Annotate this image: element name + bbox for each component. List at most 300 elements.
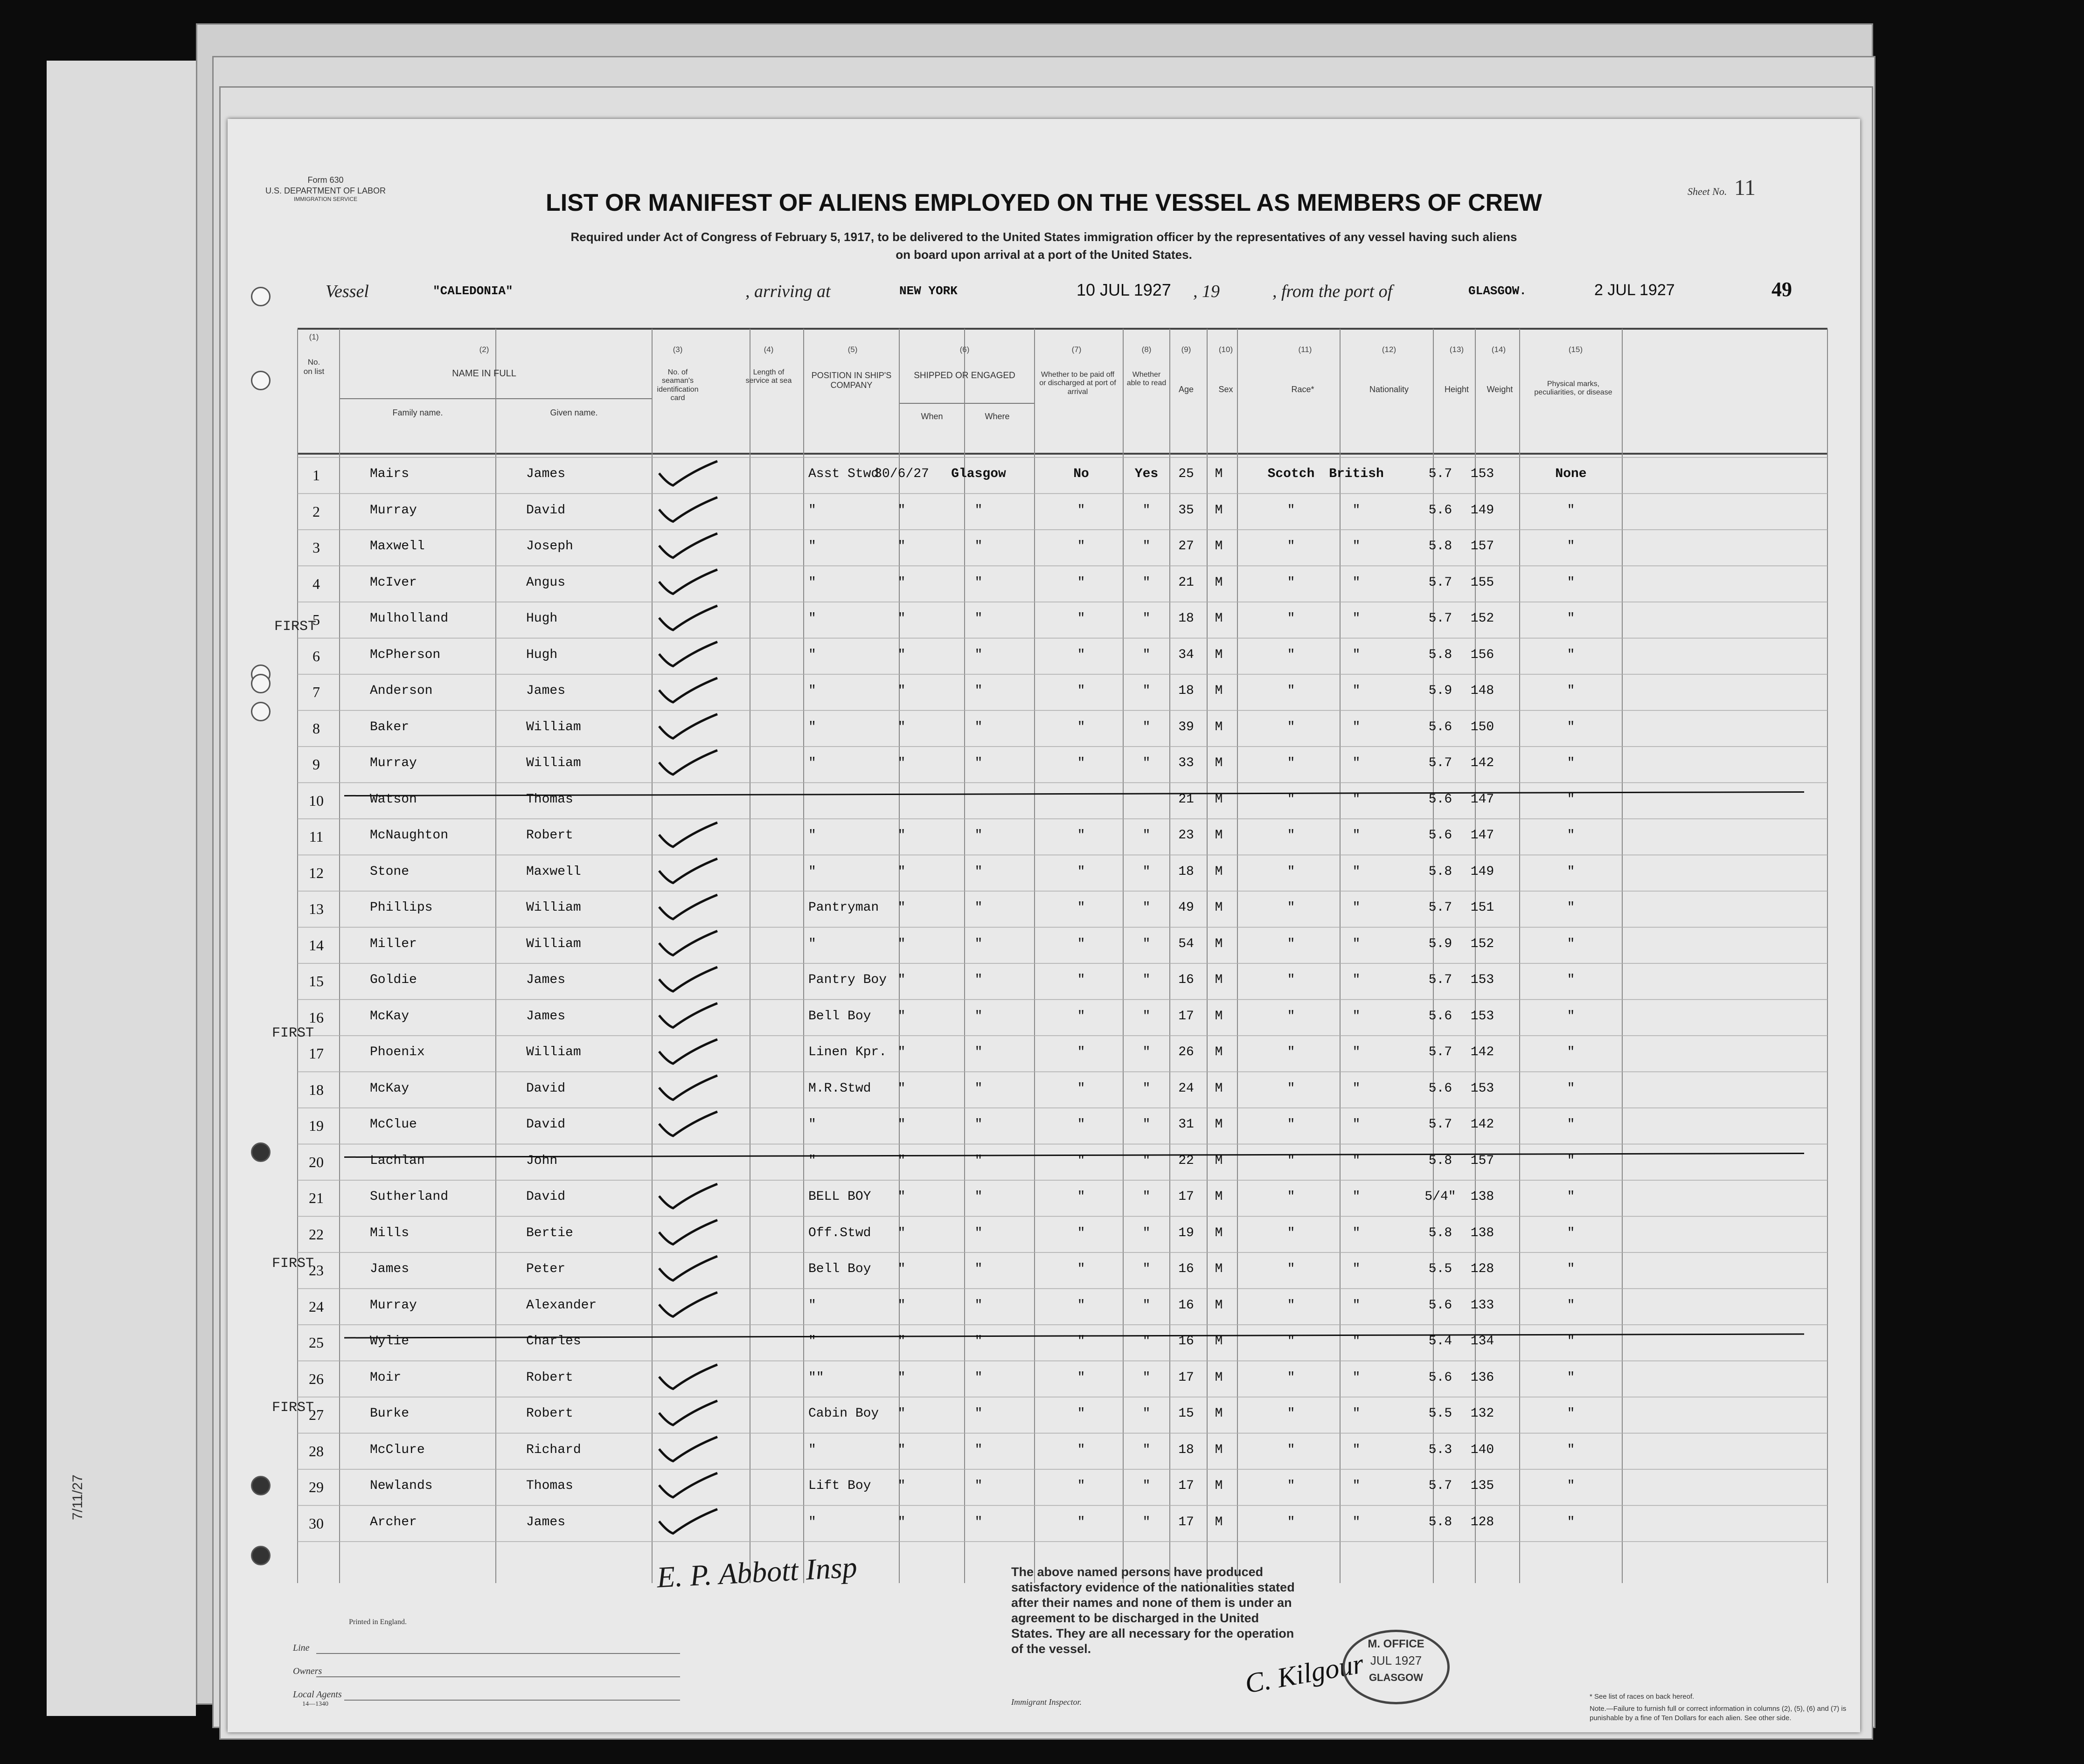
cell-family: Sutherland (370, 1190, 449, 1204)
cell-marks: None (1555, 467, 1587, 481)
cell-nationality: " (1352, 1370, 1361, 1385)
cell-weight: 128 (1470, 1515, 1494, 1529)
cell-height: 5.6 (1428, 792, 1452, 807)
cell-position: BELL BOY (808, 1190, 871, 1204)
cell-read: " (1142, 1406, 1151, 1421)
check-mark (659, 931, 717, 955)
cell-where: " (974, 973, 983, 987)
cell-where: " (974, 684, 983, 698)
cell-marks: " (1567, 973, 1575, 987)
cell-weight: 149 (1470, 864, 1494, 879)
cell-race: " (1287, 1117, 1295, 1132)
cell-nationality: " (1352, 684, 1361, 698)
check-mark (659, 1256, 717, 1280)
cell-given: Thomas (526, 792, 573, 807)
cell-height: 5.8 (1428, 647, 1452, 662)
cell-position: Bell Boy (808, 1009, 871, 1024)
cell-where: Glasgow (951, 467, 1006, 481)
cell-height: 5.7 (1428, 1479, 1452, 1493)
table-grid (228, 119, 1860, 1732)
cell-race: " (1287, 864, 1295, 879)
cell-height: 5.8 (1428, 539, 1452, 553)
check-mark (659, 714, 717, 739)
cell-read: " (1142, 1081, 1151, 1096)
cell-position: Pantry Boy (808, 973, 887, 987)
col-7-number: (7) (1071, 345, 1082, 354)
cell-given: William (526, 756, 581, 770)
cell-given: Thomas (526, 1479, 573, 1493)
cell-where: " (974, 503, 983, 518)
check-mark (659, 1437, 717, 1461)
cell-position: Pantryman (808, 900, 879, 915)
check-mark (659, 967, 717, 991)
cell-age: 27 (1178, 539, 1194, 553)
cell-weight: 138 (1470, 1225, 1494, 1240)
cell-position: " (808, 684, 816, 698)
cell-family: Burke (370, 1406, 410, 1421)
cell-marks: " (1567, 756, 1575, 770)
cell-nationality: " (1352, 1298, 1361, 1313)
page-title: LIST OR MANIFEST OF ALIENS EMPLOYED ON THE VESSEL AS MEMBERS OF CREW (546, 189, 1542, 216)
cell-family: Wylie (370, 1334, 410, 1349)
cell-race: " (1287, 1081, 1295, 1096)
col-5-header: POSITION IN SHIP'S COMPANY (811, 371, 892, 390)
cell-given: James (526, 1009, 566, 1024)
cell-age: 18 (1178, 1442, 1194, 1457)
cell-where: " (974, 1225, 983, 1240)
cell-race: " (1287, 1045, 1295, 1059)
cell-weight: 147 (1470, 828, 1494, 843)
cell-position: " (808, 936, 816, 951)
cell-sex: M (1215, 719, 1223, 734)
cell-sex: M (1215, 575, 1223, 590)
col-10-header: Sex (1218, 385, 1233, 394)
cell-sex: M (1215, 1442, 1223, 1457)
cell-weight: 142 (1470, 1117, 1494, 1132)
cell-given: Hugh (526, 647, 558, 662)
check-mark (659, 533, 717, 558)
cell-given: David (526, 1117, 566, 1132)
cell-marks: " (1567, 647, 1575, 662)
cell-paid: " (1077, 828, 1085, 843)
cell-height: 5.5 (1428, 1406, 1452, 1421)
check-mark (659, 642, 717, 666)
check-mark (659, 1112, 717, 1136)
cell-family: Stone (370, 864, 410, 879)
cell-age: 23 (1178, 828, 1194, 843)
cell-family: Murray (370, 503, 417, 518)
cell-race: " (1287, 1479, 1295, 1493)
cell-position: Lift Boy (808, 1479, 871, 1493)
check-mark (659, 461, 717, 485)
cell-height: 5.6 (1428, 1370, 1452, 1385)
cell-when: " (897, 1479, 906, 1493)
cell-paid: " (1077, 864, 1085, 879)
cell-height: 5/4" (1424, 1190, 1456, 1204)
cell-nationality: " (1352, 900, 1361, 915)
cell-paid: " (1077, 1515, 1085, 1529)
cell-when: " (897, 1117, 906, 1132)
agents-label: Local Agents (293, 1689, 342, 1700)
departure-date: 2 JUL 1927 (1594, 281, 1675, 299)
cell-when: " (897, 719, 906, 734)
cell-position: Linen Kpr. (808, 1045, 887, 1059)
cell-marks: " (1567, 684, 1575, 698)
cell-paid: " (1077, 1479, 1085, 1493)
cell-read: " (1142, 864, 1151, 879)
col-9-number: (9) (1181, 345, 1191, 354)
cell-marks: " (1567, 828, 1575, 843)
cell-paid: " (1077, 503, 1085, 518)
cell-read: " (1142, 1370, 1151, 1385)
cell-age: 18 (1178, 864, 1194, 879)
cell-weight: 138 (1470, 1190, 1494, 1204)
cell-where: " (974, 539, 983, 553)
cell-no: 3 (313, 539, 320, 556)
cell-height: 5.6 (1428, 719, 1452, 734)
cell-nationality: " (1352, 828, 1361, 843)
check-mark (659, 895, 717, 919)
cell-height: 5.7 (1428, 467, 1452, 481)
cell-sex: M (1215, 1298, 1223, 1313)
cell-height: 5.9 (1428, 684, 1452, 698)
cell-weight: 152 (1470, 936, 1494, 951)
footer-rule (316, 1653, 680, 1654)
cell-position: "" (808, 1370, 824, 1385)
cell-height: 5.8 (1428, 1225, 1452, 1240)
cell-where: " (974, 828, 983, 843)
cell-marks: " (1567, 1081, 1575, 1096)
from-label: , from the port of (1272, 282, 1393, 301)
cell-sex: M (1215, 1190, 1223, 1204)
col-4-header: Length of service at sea (745, 368, 792, 385)
cell-paid: No (1073, 467, 1089, 481)
cell-nationality: " (1352, 1081, 1361, 1096)
cell-weight: 153 (1470, 1081, 1494, 1096)
cell-sex: M (1215, 828, 1223, 843)
cell-no: 18 (309, 1081, 324, 1098)
cell-read: " (1142, 575, 1151, 590)
cell-race: " (1287, 539, 1295, 553)
cell-when: " (897, 1262, 906, 1276)
cell-age: 25 (1178, 467, 1194, 481)
cell-family: Murray (370, 1298, 417, 1313)
cell-when: " (897, 1153, 906, 1168)
col-11-header: Race* (1291, 385, 1314, 394)
cell-given: Robert (526, 1406, 573, 1421)
cell-paid: " (1077, 1406, 1085, 1421)
cell-family: Anderson (370, 684, 433, 698)
col-14-header: Weight (1487, 385, 1513, 394)
check-mark (659, 678, 717, 702)
cell-weight: 153 (1470, 467, 1494, 481)
check-mark (659, 498, 717, 522)
cell-given: David (526, 503, 566, 518)
subtitle-line-2: on board upon arrival at a port of the United States. (896, 247, 1192, 262)
cell-sex: M (1215, 900, 1223, 915)
cell-read: " (1142, 1190, 1151, 1204)
cell-given: Robert (526, 1370, 573, 1385)
cell-when: " (897, 900, 906, 915)
cell-no: 14 (309, 936, 324, 954)
col-5-number: (5) (847, 345, 858, 354)
check-mark (659, 1184, 717, 1208)
cell-nationality: " (1352, 575, 1361, 590)
cell-when: " (897, 936, 906, 951)
cell-no: 7 (313, 684, 320, 700)
cell-race: " (1287, 1442, 1295, 1457)
cell-read: " (1142, 719, 1151, 734)
cell-family: Mills (370, 1225, 410, 1240)
cell-given: James (526, 1515, 566, 1529)
cell-when: " (897, 1515, 906, 1529)
cell-age: 18 (1178, 611, 1194, 626)
cell-age: 16 (1178, 973, 1194, 987)
cell-no: 20 (309, 1153, 324, 1170)
cell-where: " (974, 936, 983, 951)
check-mark (659, 750, 717, 775)
cell-paid: " (1077, 1081, 1085, 1096)
cell-sex: M (1215, 684, 1223, 698)
cell-sex: M (1215, 1009, 1223, 1024)
cell-no: 8 (313, 719, 320, 737)
cell-given: James (526, 684, 566, 698)
cell-given: Charles (526, 1334, 581, 1349)
cell-given: Bertie (526, 1225, 573, 1240)
cell-sex: M (1215, 1153, 1223, 1168)
cell-family: Archer (370, 1515, 417, 1529)
cell-position: " (808, 1298, 816, 1313)
races-note: * See list of races on back hereof. (1590, 1693, 1695, 1701)
cell-family: McNaughton (370, 828, 449, 843)
cell-marks: " (1567, 1045, 1575, 1059)
cell-read: " (1142, 1298, 1151, 1313)
cell-where: " (974, 1262, 983, 1276)
cell-family: Phoenix (370, 1045, 425, 1059)
cell-position: Asst Stwd (808, 467, 879, 481)
cell-no: 30 (309, 1515, 324, 1532)
cell-no: 17 (309, 1045, 324, 1062)
cell-read: Yes (1134, 467, 1159, 481)
cell-when: " (897, 684, 906, 698)
cell-paid: " (1077, 1190, 1085, 1204)
cell-age: 16 (1178, 1262, 1194, 1276)
cell-height: 5.6 (1428, 1298, 1452, 1313)
cell-no: 2 (313, 503, 320, 520)
cell-paid: " (1077, 1009, 1085, 1024)
cell-paid: " (1077, 973, 1085, 987)
cell-sex: M (1215, 973, 1223, 987)
cell-race: " (1287, 503, 1295, 518)
printed-in: Printed in England. (349, 1618, 407, 1626)
master-certificate: The above named persons have produced satisfactory evidence of the nationalities stated after their names and none of them is under an agreement to be discharged in the United States. They are all necessary for the operation of the vessel. (1011, 1565, 1295, 1656)
col-6-where: Where (985, 412, 1010, 421)
cell-sex: M (1215, 756, 1223, 770)
cell-height: 5.6 (1428, 1081, 1452, 1096)
cell-age: 17 (1178, 1009, 1194, 1024)
cell-where: " (974, 647, 983, 662)
cell-read: " (1142, 1442, 1151, 1457)
cell-nationality: " (1352, 973, 1361, 987)
cell-family: McKay (370, 1009, 410, 1024)
cell-read: " (1142, 1479, 1151, 1493)
cell-race: " (1287, 1225, 1295, 1240)
cell-race: " (1287, 1370, 1295, 1385)
cell-when: " (897, 1406, 906, 1421)
cell-given: William (526, 719, 581, 734)
col-7-header: Whether to be paid off or discharged at port of arrival (1039, 371, 1116, 396)
cell-paid: " (1077, 1298, 1085, 1313)
cell-family: McClue (370, 1117, 417, 1132)
inspector-label: Immigrant Inspector. (1011, 1697, 1082, 1707)
cell-when: " (897, 1190, 906, 1204)
cell-position: " (808, 647, 816, 662)
cell-where: " (974, 1334, 983, 1349)
col-15-number: (15) (1568, 345, 1583, 354)
cell-no: 11 (309, 828, 324, 845)
check-mark (659, 606, 717, 630)
cell-position: " (808, 1334, 816, 1349)
cell-height: 5.4 (1428, 1334, 1452, 1349)
col-13-header: Height (1444, 385, 1469, 394)
cell-family: McClure (370, 1442, 425, 1457)
cell-nationality: " (1352, 1334, 1361, 1349)
cell-marks: " (1567, 1479, 1575, 1493)
cell-nationality: " (1352, 1442, 1361, 1457)
margin-note: FIRST (272, 1256, 314, 1272)
cell-age: 26 (1178, 1045, 1194, 1059)
cell-age: 17 (1178, 1515, 1194, 1529)
cell-position: " (808, 864, 816, 879)
cell-no: 23 (309, 1262, 324, 1279)
col-8-number: (8) (1141, 345, 1152, 354)
cell-given: Maxwell (526, 864, 581, 879)
cell-no: 26 (309, 1370, 324, 1387)
cell-age: 49 (1178, 900, 1194, 915)
cell-sex: M (1215, 1081, 1223, 1096)
cell-race: " (1287, 973, 1295, 987)
cell-where: " (974, 900, 983, 915)
cell-weight: 151 (1470, 900, 1494, 915)
cell-race: " (1287, 756, 1295, 770)
cell-height: 5.6 (1428, 1009, 1452, 1024)
cell-sex: M (1215, 936, 1223, 951)
cell-nationality: " (1352, 936, 1361, 951)
cell-given: James (526, 973, 566, 987)
cell-family: Baker (370, 719, 410, 734)
cell-height: 5.8 (1428, 1515, 1452, 1529)
cell-age: 22 (1178, 1153, 1194, 1168)
cell-nationality: " (1352, 1225, 1361, 1240)
cell-marks: " (1567, 719, 1575, 734)
cell-paid: " (1077, 539, 1085, 553)
cell-where: " (974, 575, 983, 590)
cell-marks: " (1567, 1334, 1575, 1349)
arrival-date: 10 JUL 1927 (1077, 280, 1171, 299)
cell-position: " (808, 719, 816, 734)
cell-no: 19 (309, 1117, 324, 1134)
cell-weight: 153 (1470, 973, 1494, 987)
cell-where: " (974, 1009, 983, 1024)
cell-position: " (808, 503, 816, 518)
cell-given: David (526, 1081, 566, 1096)
cell-read: " (1142, 1153, 1151, 1168)
cell-nationality: " (1352, 539, 1361, 553)
cell-nationality: " (1352, 756, 1361, 770)
cell-family: Watson (370, 792, 417, 807)
line-label: Line (293, 1643, 310, 1653)
cell-position: " (808, 1153, 816, 1168)
col-2-family: Family name. (392, 408, 443, 417)
cell-no: 21 (309, 1190, 324, 1206)
cell-marks: " (1567, 1370, 1575, 1385)
cell-weight: 153 (1470, 1009, 1494, 1024)
cell-sex: M (1215, 467, 1223, 481)
side-stamp: 7/11/27 (70, 1474, 85, 1520)
col-12-header: Nationality (1369, 385, 1409, 394)
cell-marks: " (1567, 1442, 1575, 1457)
cell-no: 28 (309, 1442, 324, 1460)
cell-given: Hugh (526, 611, 558, 626)
cell-when: " (897, 503, 906, 518)
cell-no: 5 (313, 611, 320, 628)
cell-nationality: " (1352, 1406, 1361, 1421)
cell-given: William (526, 900, 581, 915)
check-mark (659, 1220, 717, 1245)
master-signature: C. Kilgour (1243, 1648, 1366, 1699)
cell-age: 17 (1178, 1190, 1194, 1204)
cell-no: 13 (309, 900, 324, 917)
cell-sex: M (1215, 1045, 1223, 1059)
cell-marks: " (1567, 900, 1575, 915)
cell-nationality: " (1352, 1153, 1361, 1168)
cell-position: Bell Boy (808, 1262, 871, 1276)
cell-read: " (1142, 1225, 1151, 1240)
cell-race: " (1287, 1406, 1295, 1421)
col-3-header: No. of seaman's identification card (657, 368, 699, 402)
cell-age: 17 (1178, 1370, 1194, 1385)
vessel-label: Vessel (326, 282, 369, 301)
cell-age: 54 (1178, 936, 1194, 951)
check-mark (659, 859, 717, 883)
cell-age: 35 (1178, 503, 1194, 518)
cell-weight: 132 (1470, 1406, 1494, 1421)
cell-race: " (1287, 1298, 1295, 1313)
cell-paid: " (1077, 1442, 1085, 1457)
col-8-header: Whether able to read (1126, 371, 1167, 387)
cell-weight: 157 (1470, 1153, 1494, 1168)
col-2-header: NAME IN FULL (452, 368, 516, 379)
cell-family: Mairs (370, 467, 410, 481)
cell-family: Newlands (370, 1479, 433, 1493)
cell-nationality: " (1352, 611, 1361, 626)
cell-read: " (1142, 756, 1151, 770)
cell-weight: 135 (1470, 1479, 1494, 1493)
arriving-label: , arriving at (745, 282, 831, 301)
cell-where: " (974, 1479, 983, 1493)
check-mark (659, 823, 717, 847)
cell-read: " (1142, 539, 1151, 553)
cell-where: " (974, 1190, 983, 1204)
cell-where: " (974, 1153, 983, 1168)
col-3-number: (3) (673, 345, 683, 354)
cell-sex: M (1215, 1515, 1223, 1529)
cell-sex: M (1215, 1370, 1223, 1385)
cell-marks: " (1567, 1190, 1575, 1204)
vessel-name: "CALEDONIA" (433, 284, 513, 298)
check-mark (659, 1473, 717, 1497)
cell-height: 5.7 (1428, 611, 1452, 626)
